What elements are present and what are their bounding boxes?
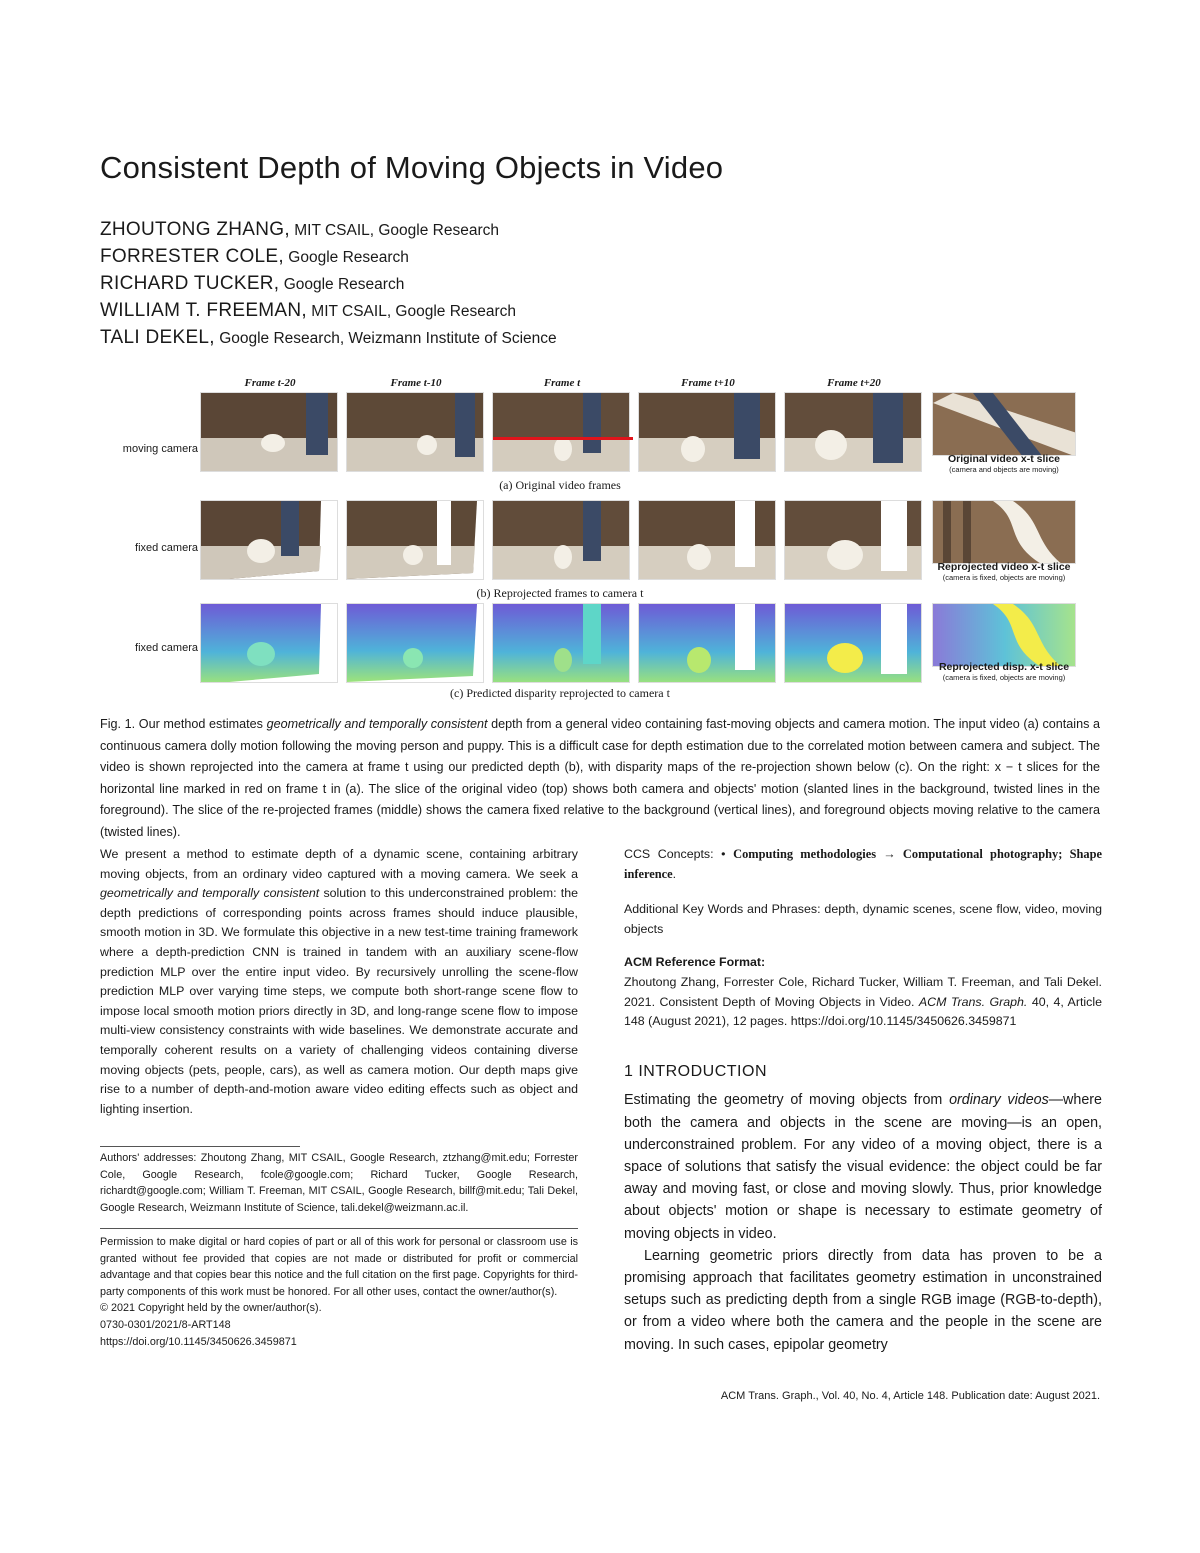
author-line: [100, 299, 557, 326]
marked-line-indicator: [493, 437, 633, 440]
author-affiliation: Google Research: [279, 276, 405, 293]
figure-caption: [100, 714, 1100, 843]
abstract-text: We present a method to estimate depth of a dynamic scene, containing arbitrary moving objects, from an ordinary video captured with a moving camera. We seek a: [100, 847, 578, 881]
author-name: TALI DEKEL,: [100, 327, 215, 348]
author-name: ZHOUTONG ZHANG,: [100, 219, 290, 240]
intro-paragraph: Learning geometric priors directly from data has proven to be a promising approach that facilitates geometry estimation in unconstrained setups such as predicting depth from a single RGB image (RGB-to-depth), or from a video where both the camera and the people in the scene are moving. In such cases, epipolar geometry: [624, 1247, 1102, 1353]
permission-divider: [100, 1228, 578, 1229]
video-frame-thumbnail: [492, 392, 630, 472]
xt-slice-thumbnail: [932, 392, 1076, 456]
author-name: FORRESTER COLE,: [100, 246, 284, 267]
frame-label: Frame t+10: [681, 377, 735, 389]
ccs-prefix: CCS Concepts: •: [624, 847, 734, 861]
intro-text: —where both the camera and objects in the scene are moving—is an open, underconstrained problem. For any video of a moving object, there is a space of solutions that satisfy the visual evidence: the object could be far away and moving fast, or close and moving slowly. Thus, prior knowledge about objects' motion or shape is necessary to estimate geometry of moving objects in video.: [624, 1092, 1102, 1242]
keywords: Additional Key Words and Phrases: depth, dynamic scenes, scene flow, video, moving objects: [624, 902, 1102, 936]
author-line: [100, 326, 557, 353]
figure-caption-text: depth from a general video containing fast-moving objects and camera motion. The input video (a) contains a continuous camera dolly motion following the moving person and puppy. This is a difficult case for depth estimation due to the correlated motion between camera and subject. The video is shown reprojected into the camera at frame t using our predicted depth (b), with disparity maps of the re-projection shown below (c). On the right: x − t slices for the horizontal line marked in red on frame t in (a). The slice of the original video (top) shows both camera and objects' motion (slanted lines in the background, twisted lines in the foreground). The slice of the re-projected frames (middle) shows the camera fixed relative to the background (vertical lines), and foreground objects moving relative to the camera (twisted lines).: [100, 717, 1101, 839]
reprojected-frame-thumbnail: [492, 500, 630, 580]
ccs-concepts: [624, 845, 1102, 884]
reprojected-frame-thumbnail: [200, 500, 338, 580]
author-affiliation: Google Research: [283, 249, 409, 266]
reprojected-frame-thumbnail: [638, 500, 776, 580]
footnote-divider: [100, 1146, 300, 1147]
author-line: [100, 218, 557, 245]
intro-text: Estimating the geometry of moving objects from: [624, 1092, 950, 1109]
abstract-text: solution to this underconstrained problem: the depth predictions of corresponding points across frames should induce plausible, smooth motion in 3D. We formulate this objective in a new test-time training framework where a depth-prediction CNN is trained in tandem with an auxiliary scene-flow prediction MLP over the entire input video. By recursively unrolling the scene-flow prediction MLP over varying time steps, we compute both short-range scene flow to impose local smooth motion priors directly in 3D, and long-range scene flow to impose multi-view consistency constraints with wide baselines. We demonstrate accurate and temporally coherent results on a variety of challenging videos containing diverse moving objects (pets, people, cars), as well as camera motion. Our depth maps give rise to a number of depth-and-motion aware video editing effects such as object and lighting insertion.: [100, 886, 578, 1116]
author-affiliation: MIT CSAIL, Google Research: [307, 303, 517, 320]
row-label: moving camera: [122, 443, 198, 455]
video-frame-thumbnail: [346, 392, 484, 472]
disparity-map-thumbnail: [492, 603, 630, 683]
author-line: [100, 272, 557, 299]
author-affiliation: Google Research, Weizmann Institute of Science: [214, 330, 557, 347]
frame-label: Frame t-20: [244, 377, 296, 389]
copyright-line: © 2021 Copyright held by the owner/author(s).: [100, 1302, 322, 1315]
figure-caption-text: Our method estimates: [135, 717, 267, 731]
video-frame-thumbnail: [784, 392, 922, 472]
slice-caption: [930, 561, 1078, 582]
frame-label: Frame t+20: [827, 377, 881, 389]
acm-reference-text: 40, 4, Article 148 (August 2021), 12 pages. https://doi.org/10.1145/3450626.3459871: [624, 994, 1102, 1029]
row-caption: (a) Original video frames: [499, 478, 621, 492]
acm-reference-heading: ACM Reference Format:: [624, 955, 766, 970]
row-label: fixed camera: [135, 642, 198, 654]
slice-caption: [930, 661, 1078, 682]
video-frame-thumbnail: [200, 392, 338, 472]
acm-reference: [624, 973, 1102, 1032]
slice-caption-title: Reprojected disp. x-t slice: [938, 661, 1070, 673]
disparity-map-thumbnail: [200, 603, 338, 683]
slice-caption-subtitle: (camera is fixed, objects are moving): [942, 673, 1066, 682]
figure-caption-emphasis: geometrically and temporally consistent: [266, 717, 488, 731]
frame-label: Frame t: [543, 377, 581, 389]
author-name: WILLIAM T. FREEMAN,: [100, 300, 307, 321]
author-name: RICHARD TUCKER,: [100, 273, 280, 294]
disparity-map-thumbnail: [346, 603, 484, 683]
slice-caption-subtitle: (camera and objects are moving): [949, 465, 1059, 474]
xt-slice-thumbnail: [932, 500, 1076, 564]
row-caption: (b) Reprojected frames to camera t: [476, 586, 644, 600]
ccs-suffix: .: [672, 866, 677, 881]
disparity-map-thumbnail: [638, 603, 776, 683]
author-line: [100, 245, 557, 272]
paper-title: Consistent Depth of Moving Objects in Video: [100, 150, 724, 185]
permission-block: [100, 1234, 578, 1350]
right-column: [624, 845, 1102, 1356]
slice-caption-title: Original video x-t slice: [947, 453, 1061, 465]
page-footer: ACM Trans. Graph., Vol. 40, No. 4, Article 148. Publication date: August 2021.: [720, 1390, 1100, 1402]
doi-link[interactable]: https://doi.org/10.1145/3450626.3459871: [100, 1335, 297, 1348]
slice-caption: [930, 453, 1078, 474]
acm-reference-journal: ACM Trans. Graph.: [918, 994, 1028, 1009]
acm-reference-text: Zhoutong Zhang, Forrester Cole, Richard Tucker, William T. Freeman, and Tali Dekel. 2021. Consistent Depth of Moving Objects in Video.: [624, 974, 1102, 1009]
xt-slice-thumbnail: [932, 603, 1076, 667]
disparity-map-thumbnail: [784, 603, 922, 683]
slice-caption-title: Reprojected video x-t slice: [937, 561, 1071, 573]
abstract: [100, 845, 578, 1119]
intro-paragraph: [624, 1089, 1102, 1244]
reprojected-frame-thumbnail: [784, 500, 922, 580]
figure-caption-label: Fig. 1.: [100, 717, 136, 731]
author-affiliation: MIT CSAIL, Google Research: [289, 222, 499, 239]
ccs-terms: Computing methodologies → Computational photography; Shape inference: [624, 847, 1102, 881]
slice-caption-subtitle: (camera is fixed, objects are moving): [942, 573, 1066, 582]
section-heading-introduction: 1 INTRODUCTION: [624, 1062, 767, 1080]
abstract-emphasis: geometrically and temporally consistent: [100, 886, 320, 901]
row-caption: (c) Predicted disparity reprojected to camera t: [450, 686, 670, 700]
video-frame-thumbnail: [638, 392, 776, 472]
frame-label: Frame t-10: [390, 377, 442, 389]
permission-text: Permission to make digital or hard copies of part or all of this work for personal or classroom use is granted without fee provided that copies are not made or distributed for profit or commercial advantage and that copies bear this notice and the full citation on the first page. Copyrights for third-party components of this work must be honored. For all other uses, contact the owner/author(s).: [100, 1236, 578, 1298]
row-label: fixed camera: [135, 542, 198, 554]
issn-line: 0730-0301/2021/8-ART148: [100, 1318, 231, 1331]
reprojected-frame-thumbnail: [346, 500, 484, 580]
author-list: [100, 218, 557, 353]
author-addresses: Authors' addresses: Zhoutong Zhang, MIT CSAIL, Google Research, ztzhang@mit.edu; Forrester Cole, Google Research, fcole@google.com; Richard Tucker, Google Research, richardt@google.com; William T. Freeman, MIT CSAIL, Google Research, billf@mit.edu; Tali Dekel, Google Research, Weizmann Institute of Science, tali.dekel@weizmann.ac.il.: [100, 1152, 578, 1214]
figure-1: [100, 375, 1100, 705]
intro-emphasis: ordinary videos: [949, 1092, 1049, 1109]
